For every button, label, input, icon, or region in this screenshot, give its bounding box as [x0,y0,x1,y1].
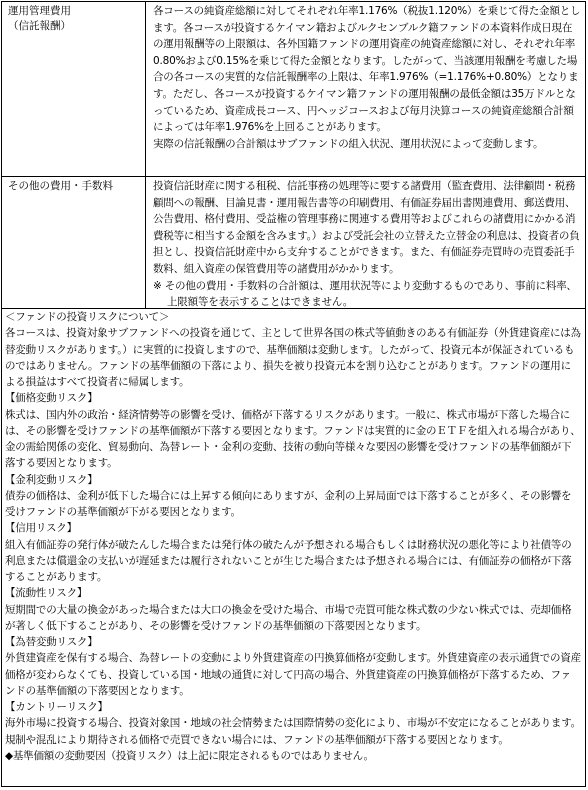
investment-risk-section [2,309,585,786]
risk-country-title: 【カントリーリスク】 [5,701,108,713]
other-fees-content [147,177,585,308]
risk-credit-body: 組入有価証券の発行体が破たんした場合または発行体の破たんが予想される場合もしくは財務状況の悪化等により社債等の利息または償還金の支払いが遅延または履行されないことが生じた場合または予想される場合には、有価証券の価格が下落することがあります。 [5,538,572,583]
other-fees-paragraph: 投資信託財産に関する租税、信託事務の処理等に要する諸費用（監査費用、法律顧問・税務顧問への報酬、目論見書・運用報告書等の印刷費用、有価証券届出書関連費用、郵送費用、公告費用、格付費用、受益権の管理事務に関連する費用等およびこれらの諸費用にかかる消費税等に相当する金額を含みます。）および受託会社の立替えた立替金の利息は、投資者の負担とし、投資信託財産中から支弁することができます。また、有価証券売買時の売買委託手数料、組入資産の保管費用等の諸費用がかかります。 [153,180,580,275]
risk-interest-title: 【金利変動リスク】 [5,473,98,486]
other-fees-label: その他の費用・手数料 [2,177,146,308]
management-fee-paragraph: 実際の信託報酬の合計額はサブファンドの組入状況、運用状況によって変動します。 [153,137,544,150]
document-table [1,1,586,787]
risk-fx-body: 外貨建資産を保有する場合、為替レートの変動により外貨建資産の円換算価格が変動します。外貨建資産の表示通貨での資産価格が変わらなくても、投資している国・地域の通貨に対して円高の場合、外貨建資産の円換算価格が下落するため、ファンドの基準価額の下落要因となります。 [5,652,581,697]
risk-fx-title: 【為替変動リスク】 [5,636,98,648]
risk-price-body: 株式は、国内外の政治・経済情勢等の影響を受け、価格が下落するリスクがあります。一般に、株式市場が下落した場合には、その影響を受けファンドの基準価額が下落する要因となります。ファンドは実質的に金のＥＴＦを組入れる場合があり、金の需給関係の変化、貿易動向、為替レート・金利の変動、技術の動向等様々な要因の影響を受けファンドの基準価額が下落する要因となります。 [5,408,581,470]
risk-intro: 各コースは、投資対象サブファンドへの投資を通じて、主として世界各国の株式等値動きのある有価証券（外貨建資産には為替変動リスクがあります。）に実質的に投資しますので、基準価額は変動します。したがって、投資元本が保証されているものではありません。ファンドの基準価額の下落により、損失を被り投資元本を割り込むことがあります。ファンドの運用による損益はすべて投資者に帰属します。 [5,327,581,388]
other-fees-row [2,177,585,309]
risk-price-title: 【価格変動リスク】 [5,392,98,405]
risk-footer: ◆基準価額の変動要因（投資リスク）は上記に限定されるものではありません。 [5,749,374,762]
management-fee-content [147,2,585,176]
management-fee-paragraph: 各コースの純資産総額に対してそれぞれ年率1.176%（税抜1.120%）を乗じて得た金額とします。各コースが投資するケイマン籍およびルクセンブルク籍ファンドの本資料作成日現在の運用報酬等の上限額は、各外国籍ファンドの運用資産の純資産総額に対し、それぞれ年率0.80%および0.15%を乗じて得た金額となります。したがって、当該運用報酬を考慮した場合の各コースの実質的な信託報酬率の上限は、年率1.976%（=1.176%+0.80%）となります。ただし、各コースが投資するケイマン籍ファンドの運用報酬の最低金額は35万ドルとなっているため、資産成長コース、円ヘッジコースおよび毎月決算コースの純資産総額合計額によっては年率1.976%を上回ることがあります。 [153,5,581,134]
risk-credit-title: 【信用リスク】 [5,522,77,535]
risk-liquidity-title: 【流動性リスク】 [5,587,88,600]
management-fee-label: 運用管理費用 （信託報酬） [2,2,146,176]
risk-country-body: 海外市場に投資する場合、投資対象国・地域の社会情勢または国際情勢の変化により、市場が不安定になることがあります。規制や混乱により期待される価格で売買できない場合には、ファンドの基準価額が下落する要因となります。 [5,717,581,746]
other-fees-note: ※ その他の費用・手数料の合計額は、運用状況等により変動するものであり、事前に料率、上限額等を表示することはできません。 [153,279,577,309]
risk-interest-body: 債券の価格は、金利が低下した場合には上昇する傾向にありますが、金利の上昇局面では下落することが多く、その影響を受けファンドの基準価額が下がる要因となります。 [5,489,572,518]
management-fee-row [2,2,585,177]
risk-heading: ＜ファンドの投資リスクについて＞ [5,311,170,323]
risk-liquidity-body: 短期間での大量の換金があった場合または大口の換金を受けた場合、市場で売買可能な株式数の少ない株式では、売却価格が著しく低下することがあり、その影響を受けファンドの基準価額の下落要因となります。 [5,603,572,632]
